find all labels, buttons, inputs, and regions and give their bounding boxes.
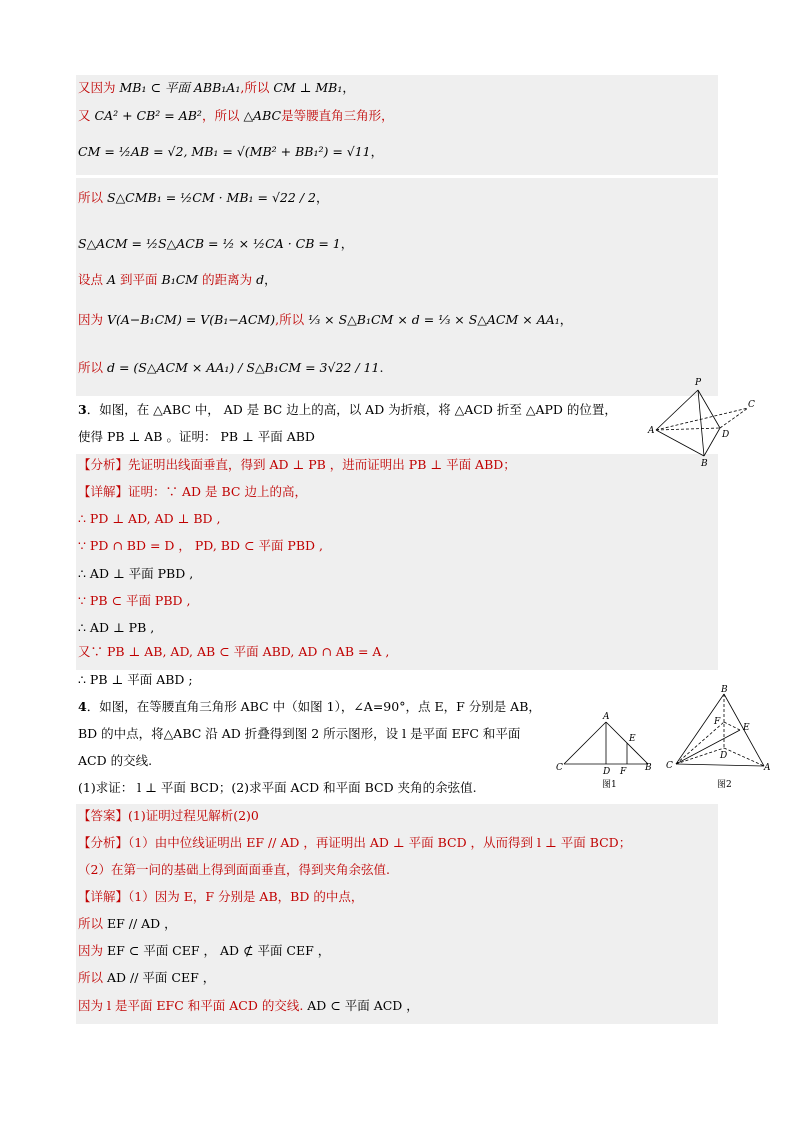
b2-line3 [78, 272, 277, 288]
q4-step-4 [78, 998, 419, 1014]
q4-s3-red: 所以 [78, 970, 104, 985]
q4-fig2-e: E [743, 723, 750, 733]
q3-fig-b: B [701, 459, 708, 468]
b2-l3-red-c: 的距离为 [202, 272, 253, 287]
q4-fig2-d: D [720, 751, 728, 761]
q4-figure-1 [552, 708, 660, 792]
b1-l1-red-a: 又因为 [78, 80, 116, 95]
q3-text2: 使得 PB ⊥ AB 。证明： PB ⊥ 平面 ABD [78, 429, 315, 444]
b2-l3-red-a: 设点 [78, 272, 104, 287]
b1-line1 [78, 80, 355, 96]
b1-l1-concl: CM ⊥ MB₁ [273, 80, 343, 95]
b1-l2-concl: △ABC [243, 108, 282, 123]
b2-line1 [78, 190, 328, 206]
b2-l4-red-b: ,所以 [275, 312, 305, 327]
b1-l3-math: CM = ½AB = √2, MB₁ = √(MB² + BB₁²) = √11 [78, 144, 371, 159]
b2-l1-red: 所以 [78, 190, 104, 205]
b2-l3-plane: B₁CM [161, 272, 199, 287]
q3-text-1 [78, 402, 617, 418]
b2-l2-end: ， [340, 236, 354, 251]
q3-detail-tag: 【详解】 [78, 484, 129, 499]
b1-l2-math: CA² + CB² = AB² [94, 108, 202, 123]
q4-text-4: (1)求证： l ⊥ 平面 BCD；(2)求平面 ACD 和平面 BCD 夹角的余弦值. [78, 780, 477, 795]
q4-fig1-f: F [620, 767, 627, 777]
b2-l3-red-b: 到平面 [120, 272, 158, 287]
q3-tetrahedron-figure [640, 368, 760, 468]
q3-step-2: ∵ PD ∩ BD = D ， PD, BD ⊂ 平面 PBD , [78, 538, 323, 553]
q4-text1: ．如图，在等腰直角三角形 ABC 中（如图 1），∠A=90°，点 E，F 分别是 AB， [86, 699, 541, 714]
q3-step-4: ∵ PB ⊂ 平面 PBD , [78, 593, 191, 608]
b2-line4 [78, 312, 572, 328]
q4-s4-red: 因为 l 是平面 EFC 和平面 ACD 的交线. [78, 998, 304, 1013]
b1-l3-end: ， [370, 144, 384, 159]
q4-fig1-b: B [645, 763, 652, 773]
q4-fig1-c: C [556, 763, 563, 773]
q4-fig2-f: F [714, 717, 721, 727]
q3-detail-text: 证明：∵ AD 是 BC 边上的高， [128, 484, 307, 499]
q4-number: 4 [78, 699, 87, 714]
b2-l2-math: S△ACM = ½S△ACB = ½ × ½CA · CB = 1 [78, 236, 341, 251]
b2-l1-math: S△CMB₁ = ½CM · MB₁ = √22 / 2 [107, 190, 316, 205]
q4-fig1-d: D [603, 767, 611, 777]
q3-step-1: ∴ PD ⊥ AD, AD ⊥ BD , [78, 511, 221, 526]
q3-number: 3 [78, 402, 87, 417]
q3-step-6: 又∵ PB ⊥ AB, AD, AB ⊂ 平面 ABD, AD ∩ AB = A , [78, 644, 390, 659]
b1-l2-red-c: 是等腰直角三角形， [281, 108, 394, 123]
q3-text-2 [78, 429, 315, 445]
q3-analysis-tag: 【分析】 [78, 457, 129, 472]
b1-l2-red-a: 又 [78, 108, 91, 123]
b2-l1-end: ， [315, 190, 329, 205]
q3-step-3: ∴ AD ⊥ 平面 PBD , [78, 566, 194, 581]
b2-l4-math2: ⅓ × S△B₁CM × d = ⅓ × S△ACM × AA₁ [308, 312, 560, 327]
b2-l3-d: d [256, 272, 265, 287]
q4-step-3 [78, 970, 215, 986]
b2-l5-end: . [379, 360, 384, 375]
q3-fig-c: C [748, 400, 755, 410]
q4-s2-red: 因为 [78, 943, 104, 958]
q4-figure-2 [664, 684, 774, 794]
q4-fig1-caption: 图1 [602, 780, 617, 790]
q3-fig-p: P [695, 378, 702, 388]
q4-fig2-a: A [764, 763, 771, 773]
q4-analysis-tag: 【分析】 [78, 835, 129, 850]
q4-fig2-c: C [666, 761, 673, 771]
q4-s3: AD // 平面 CEF ， [103, 970, 216, 985]
b2-l5-math: d = (S△ACM × AA₁) / S△B₁CM = 3√22 / 11 [107, 360, 380, 375]
b2-l4-math1: V(A−B₁CM) = V(B₁−ACM) [107, 312, 276, 327]
q3-step-5: ∴ AD ⊥ PB , [78, 620, 155, 635]
b1-line2 [78, 108, 394, 124]
q4-analysis [78, 835, 631, 851]
b1-l2-red-b: ，所以 [201, 108, 240, 123]
q3-fig-a: A [648, 426, 655, 436]
q4-analysis-2: （2）在第一问的基础上得到面面垂直，得到夹角余弦值. [78, 862, 390, 877]
q4-fig2-caption: 图2 [717, 780, 732, 790]
q4-text-2: BD 的中点，将△ABC 沿 AD 折叠得到图 2 所示图形，设 l 是平面 EFC 和平面 [78, 726, 521, 741]
q4-s1: EF // AD ， [103, 916, 177, 931]
q3-analysis-text: 先证明出线面垂直，得到 AD ⊥ PB ，进而证明出 PB ⊥ 平面 ABD； [128, 457, 516, 472]
q4-answer-text: (1)证明过程见解析(2)0 [128, 808, 259, 823]
q4-step-2 [78, 943, 330, 959]
q4-analysis-1: （1）由中位线证明出 EF // AD ，再证明出 AD ⊥ 平面 BCD ，从而得到 l ⊥ 平面 BCD； [128, 835, 632, 850]
q3-detail [78, 484, 307, 500]
q4-s4: AD ⊂ 平面 ACD ， [303, 998, 419, 1013]
b1-l1-end: ， [342, 80, 355, 95]
b1-line3 [78, 144, 383, 160]
q4-detail [78, 889, 363, 905]
q4-fig2-b: B [721, 685, 728, 695]
b2-l3-a: A [107, 272, 117, 287]
q4-answer-tag: 【答案】 [78, 808, 129, 823]
q3-analysis [78, 457, 516, 473]
b2-l4-red-a: 因为 [78, 312, 104, 327]
b2-l5-red: 所以 [78, 360, 104, 375]
q4-answer [78, 808, 259, 824]
q3-text1: ．如图，在 △ABC 中， AD 是 BC 边上的高，以 AD 为折痕，将 △ACD 折至 △APD 的位置， [86, 402, 617, 417]
q4-s1-red: 所以 [78, 916, 104, 931]
b2-line2 [78, 236, 353, 252]
q4-fig1-e: E [629, 734, 636, 744]
b2-line5 [78, 360, 383, 376]
q4-step-1 [78, 916, 177, 932]
q3-fig-d: D [722, 430, 730, 440]
q4-detail-tag: 【详解】 [78, 889, 129, 904]
q3-step-7: ∴ PB ⊥ 平面 ABD ; [78, 672, 193, 687]
b1-l1-math: MB₁ ⊂ 平面 ABB₁A₁ [119, 80, 241, 95]
q4-fig1-a: A [603, 712, 610, 722]
b2-l3-end: ， [264, 272, 277, 287]
q4-detail-text: （1）因为 E，F 分别是 AB，BD 的中点， [128, 889, 364, 904]
b1-l1-red-b: ,所以 [240, 80, 270, 95]
q4-text-1 [78, 699, 541, 715]
q4-text-3: ACD 的交线. [78, 753, 153, 768]
q4-s2: EF ⊂ 平面 CEF ， AD ⊄ 平面 CEF ， [103, 943, 331, 958]
b2-l4-end: ， [559, 312, 573, 327]
